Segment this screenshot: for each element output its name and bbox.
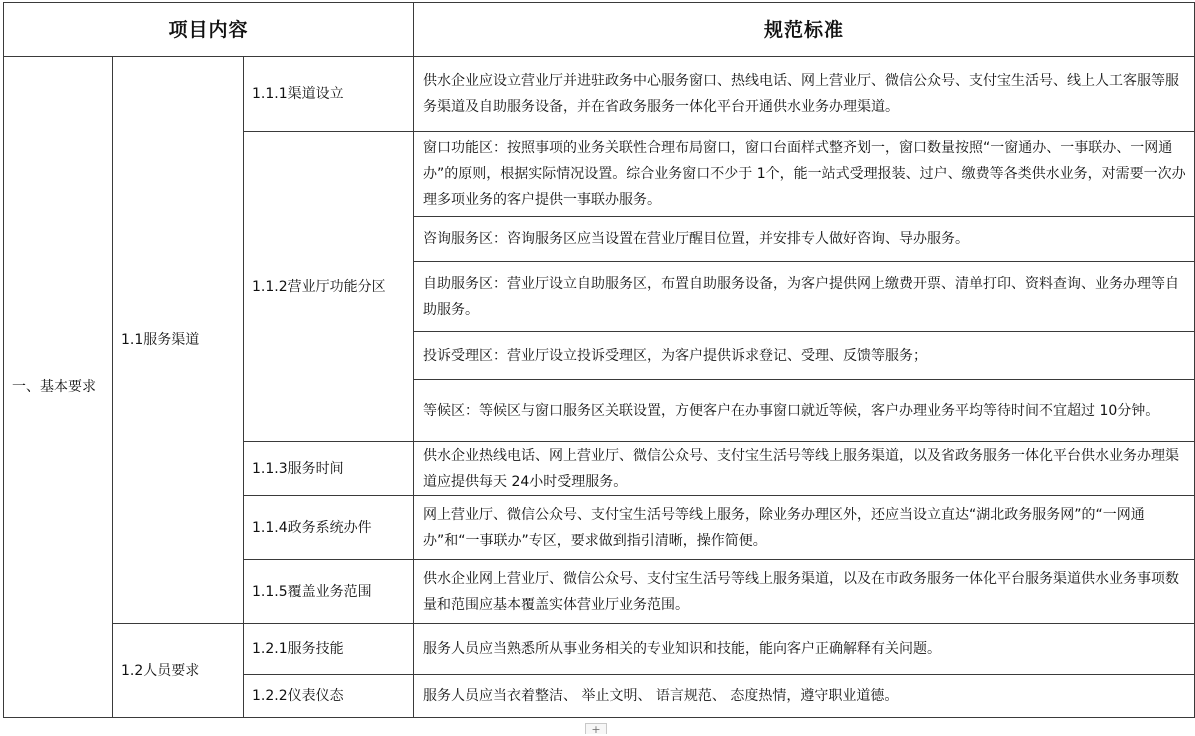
- spec-1-1-4: 网上营业厅、微信公众号、支付宝生活号等线上服务，除业务办理区外，还应当设立直达“湖北政务服务网”的“一网通办”和“一事联办”专区，要求做到指引清晰，操作简便。: [414, 496, 1195, 560]
- spec-1-1-1: 供水企业应设立营业厅并进驻政务中心服务窗口、热线电话、网上营业厅、微信公众号、支付宝生活号、线上人工客服等服务渠道及自助服务设备，并在省政务服务一体化平台开通供水业务办理渠道。: [414, 57, 1195, 132]
- spec-1-1-3: 供水企业热线电话、网上营业厅、微信公众号、支付宝生活号等线上服务渠道，以及省政务服务一体化平台供水业务办理渠道应提供每天 24小时受理服务。: [414, 442, 1195, 496]
- spec-window-zone: 窗口功能区：按照事项的业务关联性合理布局窗口，窗口台面样式整齐划一，窗口数量按照“一窗通办、一事联办、一网通办”的原则，根据实际情况设置。综合业务窗口不少于 1个，能一站式受理报装、过户、缴费等各类供水业务，对需要一次办理多项业务的客户提供一事联办服务。: [414, 132, 1195, 217]
- add-row-button[interactable]: +: [585, 723, 607, 734]
- group-staff-requirements: 1.2人员要求: [113, 624, 244, 718]
- item-1-2-1: 1.2.1服务技能: [244, 624, 414, 675]
- spec-waiting-zone: 等候区：等候区与窗口服务区关联设置，方便客户在办事窗口就近等候，客户办理业务平均等待时间不宜超过 10分钟。: [414, 380, 1195, 442]
- table-row: [4, 624, 1195, 675]
- header-row: [4, 3, 1195, 57]
- section-basic-requirements: 一、基本要求: [4, 57, 113, 718]
- item-1-1-3: 1.1.3服务时间: [244, 442, 414, 496]
- item-1-1-1: 1.1.1渠道设立: [244, 57, 414, 132]
- header-standard: 规范标准: [414, 3, 1195, 57]
- group-service-channels: 1.1服务渠道: [113, 57, 244, 624]
- spec-consult-zone: 咨询服务区：咨询服务区应当设置在营业厅醒目位置，并安排专人做好咨询、导办服务。: [414, 217, 1195, 262]
- table-row: [4, 57, 1195, 132]
- standards-table: [3, 2, 1195, 718]
- spec-1-1-5: 供水企业网上营业厅、微信公众号、支付宝生活号等线上服务渠道，以及在市政务服务一体化平台服务渠道供水业务事项数量和范围应基本覆盖实体营业厅业务范围。: [414, 560, 1195, 624]
- header-item-content: 项目内容: [4, 3, 414, 57]
- item-1-1-4: 1.1.4政务系统办件: [244, 496, 414, 560]
- spec-self-service-zone: 自助服务区：营业厅设立自助服务区，布置自助服务设备，为客户提供网上缴费开票、清单打印、资料查询、业务办理等自助服务。: [414, 262, 1195, 332]
- item-1-2-2: 1.2.2仪表仪态: [244, 675, 414, 718]
- spec-1-2-2: 服务人员应当衣着整洁、 举止文明、 语言规范、 态度热情，遵守职业道德。: [414, 675, 1195, 718]
- spec-complaint-zone: 投诉受理区：营业厅设立投诉受理区，为客户提供诉求登记、受理、反馈等服务；: [414, 332, 1195, 380]
- item-1-1-2: 1.1.2营业厅功能分区: [244, 132, 414, 442]
- item-1-1-5: 1.1.5覆盖业务范围: [244, 560, 414, 624]
- spec-1-2-1: 服务人员应当熟悉所从事业务相关的专业知识和技能，能向客户正确解释有关问题。: [414, 624, 1195, 675]
